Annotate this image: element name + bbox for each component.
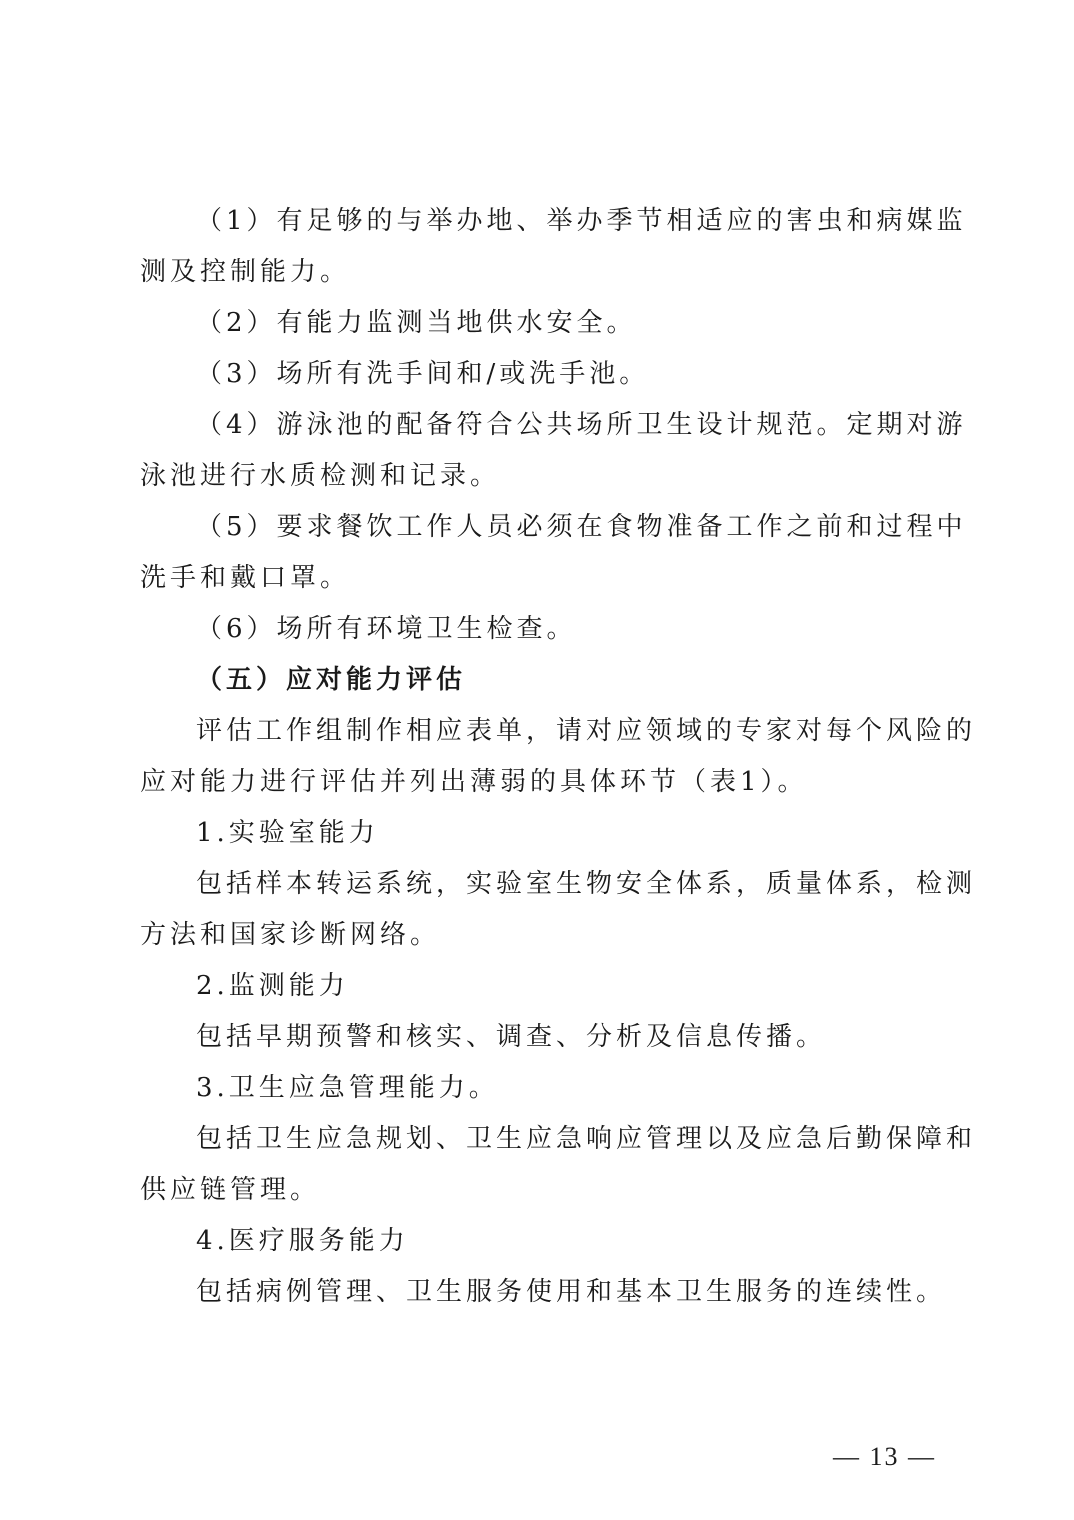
paragraph-line: （3）场所有洗手间和/或洗手池。 xyxy=(196,359,650,389)
paragraph-line: （5）要求餐饮工作人员必须在食物准备工作之前和过程中 xyxy=(196,512,967,542)
paragraph-line: 方法和国家诊断网络。 xyxy=(140,920,441,950)
subsection-title: 4.医疗服务能力 xyxy=(196,1226,409,1256)
subsection-title: 2.监测能力 xyxy=(196,971,349,1001)
paragraph-line: （2）有能力监测当地供水安全。 xyxy=(196,308,637,338)
paragraph-line: 包括早期预警和核实、调查、分析及信息传播。 xyxy=(196,1022,827,1052)
paragraph-line: 包括卫生应急规划、卫生应急响应管理以及应急后勤保障和 xyxy=(196,1124,977,1154)
subsection-title: 3.卫生应急管理能力。 xyxy=(196,1073,499,1103)
document-body xyxy=(140,196,977,1318)
paragraph-line: 泳池进行水质检测和记录。 xyxy=(140,461,501,491)
paragraph-line: 洗手和戴口罩。 xyxy=(140,563,351,593)
paragraph-line: 测及控制能力。 xyxy=(140,257,351,287)
paragraph-line: （1）有足够的与举办地、举办季节相适应的害虫和病媒监 xyxy=(196,206,967,236)
paragraph-line: （6）场所有环境卫生检查。 xyxy=(196,614,577,644)
paragraph-line: 包括病例管理、卫生服务使用和基本卫生服务的连续性。 xyxy=(196,1277,947,1307)
paragraph-line: （4）游泳池的配备符合公共场所卫生设计规范。定期对游 xyxy=(196,410,967,440)
paragraph-line: 应对能力进行评估并列出薄弱的具体环节（表1）。 xyxy=(140,767,808,797)
paragraph-line: 供应链管理。 xyxy=(140,1175,321,1205)
section-heading: （五）应对能力评估 xyxy=(196,665,467,695)
paragraph-line: 评估工作组制作相应表单，请对应领域的专家对每个风险的 xyxy=(196,716,977,746)
paragraph-line: 包括样本转运系统，实验室生物安全体系，质量体系，检测 xyxy=(196,869,977,899)
subsection-title: 1.实验室能力 xyxy=(196,818,379,848)
page-number: — 13 — xyxy=(833,1442,936,1471)
